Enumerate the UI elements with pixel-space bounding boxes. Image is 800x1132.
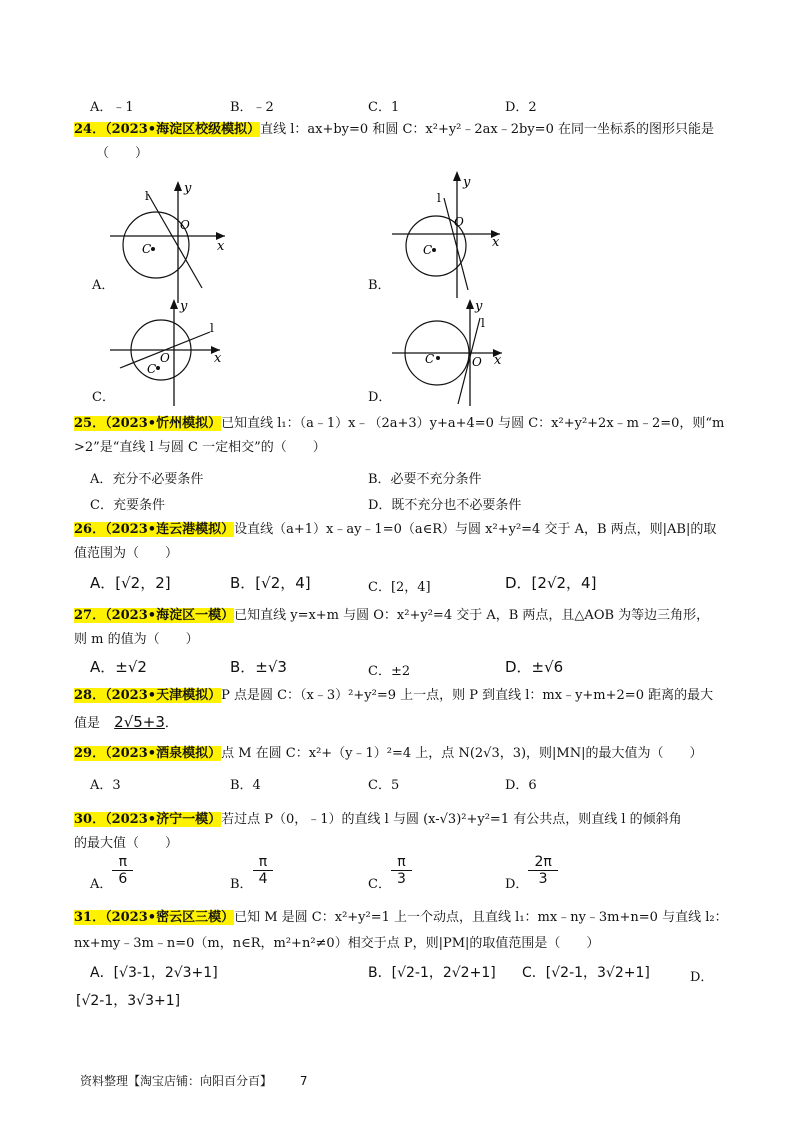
svg-text:y: y xyxy=(180,299,188,314)
fraction: $\frac{\pi}{6}$ xyxy=(112,854,133,887)
question-number: 25．（2023•忻州模拟） xyxy=(74,416,222,431)
fraction: $\frac{\pi}{4}$ xyxy=(253,854,274,887)
question-number: 30．（2023•济宁一模） xyxy=(74,812,222,827)
question-number: 26．（2023•连云港模拟） xyxy=(74,522,235,537)
svg-text:C: C xyxy=(147,362,157,376)
option-a: A．[√3-1，2√3+1] xyxy=(90,965,218,981)
label-d: D． xyxy=(368,390,392,405)
svg-text:O: O xyxy=(180,218,190,232)
question-text-line2 xyxy=(74,710,178,736)
question-text: 已知直线 y=x+m 与圆 O：x²+y²=4 交于 A，B 两点，且△AOB 为等边三角形， xyxy=(234,608,710,623)
question-27 xyxy=(74,604,709,628)
question-text-line2: 值范围为（ ） xyxy=(74,546,179,561)
question-text: 值是 xyxy=(74,716,101,731)
option-a: A．±√2 xyxy=(90,658,147,676)
option-d: D．±√6 xyxy=(505,658,564,676)
option-c: C．5 xyxy=(368,778,400,793)
option-d: D．6 xyxy=(505,778,537,793)
question-text: 直线 l：ax+by=0 和圆 C：x²+y²﹣2ax﹣2by=0 在同一坐标系的图形只能是 xyxy=(260,122,714,137)
question-text-line2: 则 m 的值为（ ） xyxy=(74,632,199,647)
option-d: D．既不充分也不必要条件 xyxy=(368,498,522,513)
option-b: B． $\frac{\pi}{4}$ xyxy=(230,854,273,892)
question-30 xyxy=(74,808,682,832)
question-28 xyxy=(74,684,713,708)
option-c: C．[2，4] xyxy=(368,580,431,595)
label-a: A． xyxy=(92,278,115,293)
question-number: 29．（2023•酒泉模拟） xyxy=(74,746,222,761)
svg-text:l: l xyxy=(437,191,441,205)
option-c: C．1 xyxy=(368,100,400,115)
question-26 xyxy=(74,518,716,542)
svg-text:l: l xyxy=(481,316,485,330)
question-text-line2: nx+my﹣3m﹣n=0（m，n∈R，m²+n²≠0）相交于点 P，则|PM|的取值范围是（ ） xyxy=(74,936,600,951)
option-a: A．[√2，2] xyxy=(90,574,171,592)
svg-text:y: y xyxy=(463,175,471,190)
option-d: [√2-1，3√3+1] xyxy=(76,993,181,1009)
svg-text:x: x xyxy=(494,353,502,368)
question-text: 若过点 P（0，﹣1）的直线 l 与圆 (x-√3)²+y²=1 有公共点，则直线 l 的倾斜角 xyxy=(221,812,682,827)
svg-text:x: x xyxy=(217,239,225,254)
option-a: A．﹣1 xyxy=(90,100,134,115)
question-paren: （ ） xyxy=(96,146,149,161)
option-c: C．±2 xyxy=(368,664,411,679)
option-a: A．3 xyxy=(90,778,121,793)
svg-text:l: l xyxy=(210,321,214,335)
svg-text:l: l xyxy=(145,189,149,203)
figure-b xyxy=(392,168,552,298)
question-24 xyxy=(74,118,714,142)
question-25 xyxy=(74,412,724,436)
svg-text:x: x xyxy=(492,235,500,250)
option-b: B．[√2，4] xyxy=(230,574,311,592)
label-b: B． xyxy=(368,278,391,293)
svg-text:C: C xyxy=(423,243,433,257)
option-d-label: D． xyxy=(690,970,714,985)
svg-text:C: C xyxy=(142,242,152,256)
option-a: A．充分不必要条件 xyxy=(90,472,204,487)
label-c: C． xyxy=(92,390,115,405)
option-b: B．必要不充分条件 xyxy=(368,472,482,487)
question-text: P 点是圆 C：（x﹣3）²+y²=9 上一点，则 P 到直线 l：mx﹣y+m+2=0 距离的最大 xyxy=(221,688,714,703)
option-b: B．±√3 xyxy=(230,658,287,676)
period: ． xyxy=(164,716,178,731)
svg-text:y: y xyxy=(184,181,192,196)
option-c: C．充要条件 xyxy=(90,498,165,513)
svg-text:C: C xyxy=(425,352,435,366)
page-footer xyxy=(80,1072,307,1089)
question-text: 设直线（a+1）x﹣ay﹣1=0（a∈R）与圆 x²+y²=4 交于 A，B 两点，则|AB|的取 xyxy=(234,522,717,537)
option-a: A． $\frac{\pi}{6}$ xyxy=(90,854,133,892)
footer-text: 资料整理【淘宝店铺：向阳百分百】 xyxy=(80,1074,273,1088)
question-number: 24．（2023•海淀区校级模拟） xyxy=(74,122,261,137)
fraction: $\frac{\pi}{3}$ xyxy=(391,854,412,887)
page-number: 7 xyxy=(299,1074,308,1088)
question-31 xyxy=(74,906,728,930)
svg-text:O: O xyxy=(454,215,464,229)
svg-text:O: O xyxy=(160,351,170,365)
option-c: C．[√2-1，3√2+1] xyxy=(522,965,650,981)
option-d: D．2 xyxy=(505,100,537,115)
option-b: B．4 xyxy=(230,778,261,793)
option-d: D． $\frac{2\pi}{3}$ xyxy=(505,854,558,892)
fraction: $\frac{2\pi}{3}$ xyxy=(528,854,557,887)
question-text-line2: >2”是“直线 l 与圆 C 一定相交”的（ ） xyxy=(74,440,326,455)
svg-text:x: x xyxy=(214,351,222,366)
question-text: 已知直线 l₁：（a﹣1）x﹣（2a+3）y+a+4=0 与圆 C：x²+y²+2x﹣m﹣2=0，则“m xyxy=(221,416,725,431)
question-number: 31．（2023•密云区三模） xyxy=(74,910,235,925)
figure-d xyxy=(392,296,552,406)
figure-a xyxy=(110,178,260,303)
figure-c xyxy=(110,296,260,406)
question-text-line2: 的最大值（ ） xyxy=(74,836,179,851)
question-number: 28．（2023•天津模拟） xyxy=(74,688,222,703)
question-text: 已知 M 是圆 C：x²+y²=1 上一个动点，且直线 l₁：mx﹣ny﹣3m+n=0 与直线 l₂： xyxy=(234,910,728,925)
question-29 xyxy=(74,742,703,766)
question-number: 27．（2023•海淀区一模） xyxy=(74,608,235,623)
option-b: B．﹣2 xyxy=(230,100,274,115)
option-b: B．[√2-1，2√2+1] xyxy=(368,965,496,981)
question-text: 点 M 在圆 C：x²+（y﹣1）²=4 上，点 N(2√3，3)，则|MN|的最大值为（ ） xyxy=(221,746,703,761)
option-d: D．[2√2，4] xyxy=(505,574,597,592)
option-c: C． $\frac{\pi}{3}$ xyxy=(368,854,412,892)
answer-blank: 2√5+3 xyxy=(114,713,165,731)
svg-text:y: y xyxy=(475,299,483,314)
svg-text:O: O xyxy=(472,355,482,369)
